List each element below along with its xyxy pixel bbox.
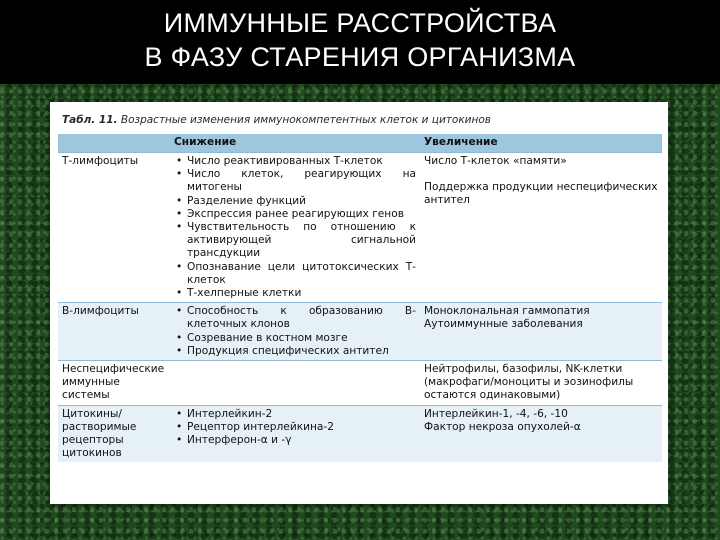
list-item: • Разделение функций (174, 195, 416, 208)
table-row (58, 405, 662, 462)
list-item: • Интерлейкин-2 (174, 408, 416, 421)
table-row (58, 361, 662, 406)
list-item: • Экспрессия ранее реагирующих генов (174, 208, 416, 221)
list-item: • Опознавание цели цитотоксических Т-клеток (174, 261, 416, 287)
table-caption (62, 114, 662, 126)
list-item: • Число клеток, реагирующих на митогены (174, 168, 416, 194)
list-item: • Способность к образованию В-клеточных клонов (174, 305, 416, 331)
list-item: • Т-хелперные клетки (174, 287, 416, 300)
list-item: • Продукция специфических антител (174, 345, 416, 358)
increase-item: Фактор некроза опухолей-α (424, 420, 581, 433)
header-decrease: Снижение (170, 134, 420, 153)
increase-cell (420, 153, 662, 303)
slide-title-line-1: ИММУННЫЕ РАССТРОЙСТВА (163, 8, 557, 38)
increase-item: Нейтрофилы, базофилы, NK-клетки (макрофаги/моноциты и эозинофилы остаются одинаковыми) (424, 363, 634, 402)
table-header-row (58, 134, 662, 153)
table-row (58, 303, 662, 361)
decrease-cell (170, 153, 420, 303)
slide-title-bar (0, 0, 720, 84)
decrease-cell (170, 361, 420, 406)
decrease-cell (170, 405, 420, 462)
table-card (50, 102, 668, 504)
increase-item: Аутоиммунные заболевания (424, 318, 583, 331)
immune-changes-table (58, 134, 662, 462)
increase-item: Поддержка продукции неспецифических антител (424, 181, 658, 207)
header-category (58, 134, 170, 153)
list-item: • Число реактивированных Т-клеток (174, 155, 416, 168)
header-increase: Увеличение (420, 134, 662, 153)
list-item: • Интерферон-α и -γ (174, 434, 416, 447)
slide-title-line-2: В ФАЗУ СТАРЕНИЯ ОРГАНИЗМА (144, 42, 576, 72)
caption-text: Возрастные изменения иммунокомпетентных клеток и цитокинов (120, 114, 491, 126)
list-item: • Рецептор интерлейкина-2 (174, 421, 416, 434)
increase-item: Интерлейкин-1, -4, -6, -10 (424, 407, 568, 420)
list-item: • Чувствительность по отношению к активирующей сигнальной трансдукции (174, 221, 416, 261)
category-cell: Т-лимфоциты (58, 153, 170, 303)
increase-cell (420, 361, 662, 406)
decrease-cell (170, 303, 420, 361)
table-row (58, 153, 662, 303)
increase-cell (420, 303, 662, 361)
list-item: • Созревание в костном мозге (174, 332, 416, 345)
increase-cell (420, 405, 662, 462)
increase-item: Моноклональная гаммопатия (424, 305, 590, 318)
category-cell: Неспецифические иммунные системы (58, 361, 170, 406)
increase-item: Число Т-клеток «памяти» (424, 155, 567, 167)
category-cell: В-лимфоциты (58, 303, 170, 361)
caption-label: Табл. 11. (62, 114, 118, 126)
category-cell: Цитокины/растворимые рецепторы цитокинов (58, 405, 170, 462)
